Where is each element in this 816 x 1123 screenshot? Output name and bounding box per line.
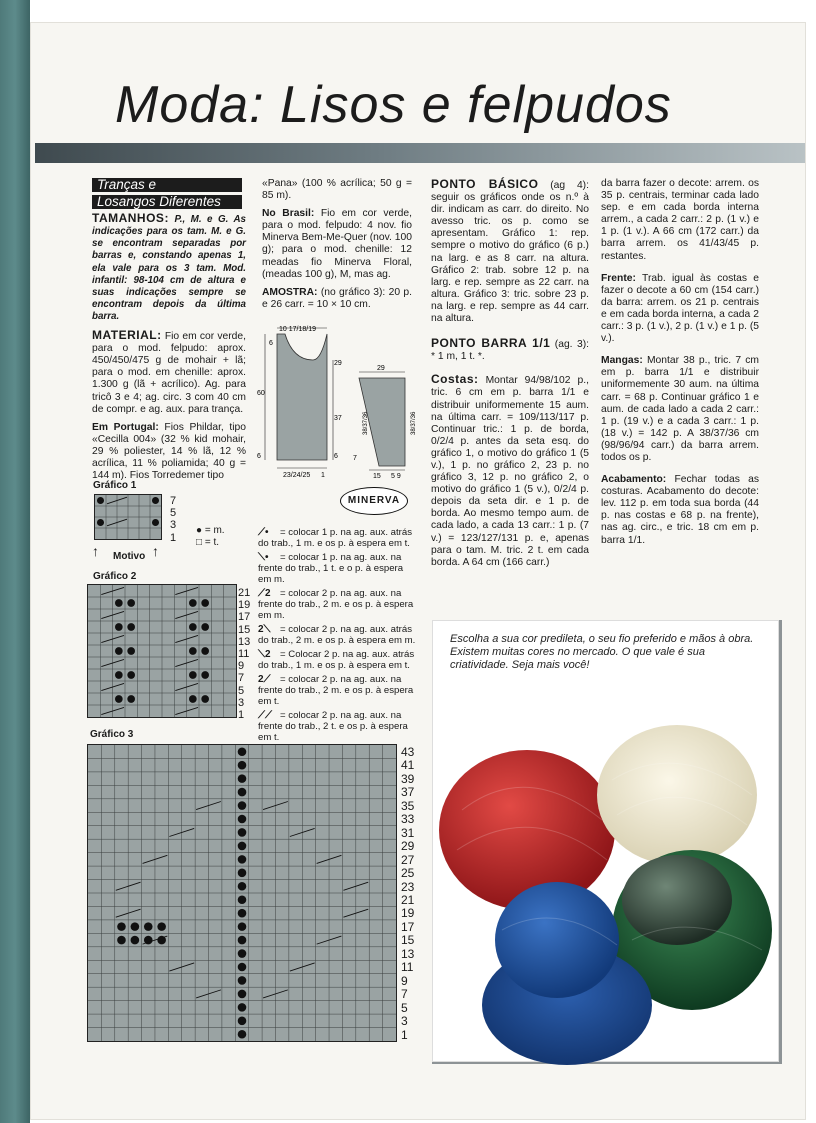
chart-row-number: 5 — [401, 1000, 408, 1015]
dim-sleeve-side-2: 38/37/36 — [411, 411, 417, 435]
tamanhos-paragraph — [92, 212, 246, 323]
purl-dot — [115, 671, 123, 679]
chart-row-number: 7 — [170, 495, 177, 507]
brasil-text: Fio em cor verde, para o mod. felpudo: 4 nov. fio Minerva Bem-Me-Quer (nov. 100 g); para o mod. chenille: 12 meadas fio Minerva Floral, (meadas 100 g), M, mas ag. — [262, 208, 412, 280]
purl-dot — [127, 695, 135, 703]
material-label: MATERIAL: — [92, 328, 162, 343]
dim-bottom-left: 6 — [257, 453, 261, 460]
chart-row-number: 7 — [401, 987, 408, 1002]
dim-side: 37 — [334, 415, 342, 422]
frente-text: Trab. igual às costas e fazer o decote a 60 cm (154 carr.) da barra: arrem. os 21 p. centrais e em cada borda interna, a cada 2 carr.: 3 p. (1 v.), 2 p. (1 v.) e 1 p. (5 v.). — [601, 272, 759, 345]
mangas-label: Mangas: — [601, 355, 643, 367]
column-3 — [431, 178, 589, 575]
purl-dot — [152, 497, 159, 504]
chart-row-number: 21 — [238, 587, 251, 599]
grafico-2-chart — [87, 584, 237, 718]
purl-dot — [238, 1017, 247, 1026]
purl-dot — [238, 1003, 247, 1012]
purl-dot — [115, 695, 123, 703]
purl-dot — [201, 695, 209, 703]
costas-paragraph — [431, 373, 589, 569]
stitch-legend — [258, 527, 418, 743]
legend-item-3-text: = colocar 2 p. na ag. aux. na frente do trab., 2 m. e os p. à espera em m. — [258, 588, 414, 621]
chart-row-number: 1 — [401, 1027, 408, 1042]
purl-dot — [157, 936, 166, 945]
amostra-paragraph — [262, 287, 412, 311]
frente-paragraph — [601, 273, 759, 346]
acabamento-label: Acabamento: — [601, 474, 667, 486]
chart-row-number: 5 — [238, 684, 245, 697]
key-t-text: = t. — [204, 537, 220, 548]
chart-row-number: 13 — [401, 946, 415, 961]
purl-dot — [238, 842, 247, 851]
purl-dot — [157, 922, 166, 931]
brasil-label: No Brasil: — [262, 208, 315, 220]
ponto-basico-paragraph — [431, 178, 589, 325]
chart-row-number: 43 — [401, 745, 415, 759]
chart-row-number: 1 — [238, 709, 245, 722]
purl-dot — [238, 761, 247, 770]
dim-left: 60 — [257, 390, 265, 397]
legend-item-4 — [258, 624, 418, 646]
amostra-label: AMOSTRA: — [262, 286, 318, 298]
ponto-barra-text: (ag. 3): * 1 m, 1 t. *. — [431, 339, 589, 363]
purl-dot — [238, 828, 247, 837]
purl-dot — [238, 922, 247, 931]
dim-sleeve-top: 29 — [377, 365, 385, 372]
purl-dot — [144, 922, 153, 931]
continuation-paragraph: da barra fazer o decote: arrem. os 35 p. centrais, terminar cada lado sep. e em cada borda interna arrem., a cada 2 carr.: 2 p. (1 v.) e 1 p. (1 v.). A 66 cm (172 carr.) da barra arrem. os 41/43/45 p. restantes. — [601, 178, 759, 262]
purl-dot — [115, 623, 123, 631]
pana-paragraph: «Pana» (100 % acrílica; 50 g = 85 m). — [262, 178, 412, 202]
key-t — [196, 537, 219, 548]
costas-text: Montar 94/98/102 p., tric. 6 cm em p. barra 1/1 e distribuir uniformemente 15 aum. na última carr. = 109/113/117 p. Continuar tric.: 1 p. de borda, 0/2/4 p. antes da seta esq. do gráfico 1, o motivo do gráfico 1 (5 v.), 1 p. no gráfico 2, 23 p. no gráfico 3, 12 p. no gráfico 2, o motivo do gráfico 1 (5 v.), 0/2/4 p. depois da seta dir. e 1 p. de borda. Ao mesmo tempo aum. de cada lado, a cada 13 carr.: 1 p. (7 v.) = 123/127/131 p. e, apenas para o tam. M. tric. 2 t. em cada borda. A 64 cm (166 carr.) — [431, 375, 589, 568]
purl-dot — [238, 882, 247, 891]
purl-dot — [201, 623, 209, 631]
title-underline-bar — [35, 143, 805, 163]
legend-item-2-text: = colocar 1 p. na ag. aux. na frente do trab., 1 t. e o p. à espera em m. — [258, 552, 404, 585]
grid-lines — [95, 495, 161, 539]
minerva-logo: MINERVA — [340, 487, 408, 515]
purl-dot — [238, 774, 247, 783]
grafico-3-label: Gráfico 3 — [90, 729, 134, 740]
legend-item-7-text: = colocar 2 p. na ag. aux. na frente do trab., 2 t. e os p. à espera em t. — [258, 710, 408, 743]
tamanhos-text: P., M. e G. As indicações para os tam. M. e G. se encontram separadas por barras e, constando apenas 1, ela vale para os 3 tam. Mod. infantil: 98-104 cm de altura e suas indicações sempre se encontram depois da última barra. — [92, 214, 247, 322]
key-m-text: = m. — [204, 525, 225, 536]
purl-dot — [201, 599, 209, 607]
mangas-paragraph — [601, 355, 759, 464]
dim-small: 1 — [321, 472, 325, 479]
chart-row-number: 21 — [401, 892, 415, 907]
purl-dot — [127, 599, 135, 607]
blue-yarn-ball — [495, 882, 619, 998]
chart-row-number: 29 — [401, 839, 415, 854]
portugal-paragraph — [92, 422, 246, 482]
chart-row-number: 33 — [401, 812, 415, 827]
purl-dot — [189, 647, 197, 655]
chart-row-number: 25 — [401, 866, 415, 881]
purl-dot — [238, 869, 247, 878]
column-1 — [92, 178, 246, 488]
dim-bottom-right: 6 — [334, 453, 338, 460]
chart-row-number: 23 — [401, 879, 415, 894]
brasil-paragraph — [262, 208, 412, 281]
chart-row-number: 39 — [401, 771, 415, 786]
dim-mid: 29 — [334, 360, 342, 367]
chart-row-number: 27 — [401, 852, 415, 867]
cable-symbol-icon: ⟋⟋ — [258, 710, 272, 721]
purl-dot — [189, 695, 197, 703]
dim-sleeve-bottom: 15 — [373, 473, 381, 480]
grafico-1-row-numbers — [170, 495, 176, 544]
purl-dot — [97, 519, 104, 526]
purl-dot — [238, 909, 247, 918]
chart-row-number: 13 — [238, 635, 251, 648]
chart-row-number: 19 — [238, 599, 251, 612]
grid-lines — [88, 585, 236, 717]
chart-row-number: 35 — [401, 798, 415, 813]
purl-dot — [238, 801, 247, 810]
purl-dot — [201, 671, 209, 679]
chart-row-number: 9 — [401, 973, 408, 988]
legend-item-6 — [258, 674, 418, 707]
body-piece-shape — [277, 334, 327, 460]
chart-row-number: 1 — [170, 531, 177, 544]
legend-item-3 — [258, 588, 418, 621]
section-title-line-1: Tranças e — [92, 178, 242, 192]
legend-item-1 — [258, 527, 418, 549]
grafico-1-chart — [94, 494, 162, 540]
ponto-basico-text: (ag 4): seguir os gráficos onde os n.º à dir. indicam as carr. do direito. No avesso tric. os p. como se apresentam. Gráfico 1: rep. sempre o motivo do gráfico (6 p.) na larg. e as 8 carr. na altura. Gráfico 2: trab. sobre 12 p. na larg. e rep. sempre as 22 carr. na altura. Gráfico 3: tric. sobre 23 p. na larg. e rep. sempre as 44 carr. na altura. — [431, 180, 589, 325]
purl-dot — [238, 976, 247, 985]
page-binding-edge — [0, 0, 30, 1123]
purl-dot — [238, 788, 247, 797]
purl-dot — [238, 855, 247, 864]
tamanhos-label: TAMANHOS: — [92, 211, 169, 226]
chart-row-number: 11 — [238, 648, 250, 661]
purl-dot — [127, 623, 135, 631]
purl-dot — [238, 990, 247, 999]
empty-square-icon: □ — [196, 537, 203, 548]
purl-dot — [117, 922, 126, 931]
grafico-3-chart — [87, 744, 397, 1042]
cable-symbol-icon: ⟋2 — [258, 588, 271, 599]
dim-top: 10 17/18/19 — [279, 326, 316, 333]
legend-item-5-text: = Colocar 2 p. na ag. aux. atrás do trab., 1 m. e os p. à espera em t. — [258, 649, 415, 671]
purl-dot — [238, 936, 247, 945]
dark-green-yarn-ball — [622, 855, 732, 945]
grid-lines — [88, 745, 396, 1041]
section-title-line-2: Losangos Diferentes — [92, 195, 242, 209]
cable-symbol-icon: ⟍2 — [258, 649, 271, 660]
material-paragraph — [92, 329, 246, 416]
column-2 — [262, 178, 412, 317]
purl-dot — [97, 497, 104, 504]
grafico-3-row-numbers — [401, 746, 414, 1042]
purl-dot — [117, 936, 126, 945]
ponto-barra-paragraph — [431, 337, 589, 363]
chart-row-number: 19 — [401, 906, 415, 921]
purl-dot — [152, 519, 159, 526]
chart-row-number: 17 — [238, 611, 251, 624]
legend-item-1-text: = colocar 1 p. na ag. aux. atrás do trab., 1 m. e os p. à espera em t. — [258, 527, 412, 549]
material-text: Fio em cor verde, para o mod. felpudo: aprox. 450/450/475 g de mohair + lã; para o mod. em chenille: aprox. 1.300 g (lã + acrílico). Ag. para tricô 3 e 4; ag. circ. 3 com 40 cm de compr. e ag. aux. para trança. — [92, 331, 246, 415]
grafico-2-row-numbers — [238, 587, 250, 721]
chart-row-number: 41 — [401, 758, 415, 773]
chart-row-number: 9 — [238, 660, 245, 673]
yarn-balls-photo — [432, 700, 777, 1070]
mangas-text: Montar 38 p., tric. 7 cm em p. barra 1/1 e distribuir uniformemente 30 aum. na última carr. = 68 p. Continuar gráfico 1 e aum. de cada lado a cada 2 carr.: 1 p. (19 v.) e a cada 3 carr.: 1 p. (18 v.) = 142 p. A 38/37/36 cm (98/96/94 carr.) da barra arrem. todos os p. — [601, 355, 759, 463]
purl-dot — [115, 647, 123, 655]
cable-symbol-icon: 2⟍ — [258, 624, 271, 635]
chart-row-number: 11 — [401, 960, 414, 975]
cream-yarn-ball — [597, 725, 757, 865]
cable-symbol-icon: 2⟋ — [258, 674, 271, 685]
chart-row-number: 3 — [401, 1014, 408, 1029]
purl-dot — [201, 647, 209, 655]
legend-item-6-text: = colocar 2 p. na ag. aux. na frente do trab., 2 m. e os p. à espera em t. — [258, 674, 414, 707]
chart-row-number: 15 — [401, 933, 415, 948]
column-4 — [601, 178, 759, 553]
dim-sleeve-side-1: 38/37/36 — [363, 411, 369, 435]
photo-caption: Escolha a sua cor predileta, o seu fio preferido e mãos à obra. Existem muitas cores no mercado. O que vale é sua criatividade. Seja mais você! — [450, 633, 754, 671]
grafico-2-label: Gráfico 2 — [93, 571, 137, 582]
purl-dot — [238, 815, 247, 824]
ponto-basico-label: PONTO BÁSICO — [431, 177, 539, 191]
acabamento-text: Fechar todas as costuras. Acabamento do decote: lev. 112 p. em toda sua borda (44 p. nas costas e 68 p. na frente), nas ag. circ., e tric. 18 cm em p. barra 1/1. — [601, 474, 759, 546]
chart-row-number: 37 — [401, 785, 415, 800]
legend-item-4-text: = colocar 2 p. na ag. aux. atrás do trab., 2 m. e os p. à espera em m. — [258, 624, 416, 646]
purl-dot — [238, 1030, 247, 1039]
purl-dot — [238, 963, 247, 972]
purl-dot — [127, 647, 135, 655]
portugal-label: Em Portugal: — [92, 421, 159, 433]
purl-dot — [131, 936, 140, 945]
acabamento-paragraph — [601, 474, 759, 547]
chart-row-number: 31 — [401, 825, 415, 840]
dim-neck: 6 — [269, 340, 273, 347]
legend-item-7 — [258, 710, 418, 743]
purl-dot — [189, 671, 197, 679]
legend-item-2 — [258, 552, 418, 585]
cable-symbol-icon: ⟍• — [258, 552, 269, 563]
motivo-label: Motivo — [113, 551, 146, 562]
purl-dot — [131, 922, 140, 931]
legend-item-5 — [258, 649, 418, 671]
dim-sleeve-left: 7 — [353, 455, 357, 462]
chart-row-number: 17 — [401, 919, 415, 934]
filled-dot-icon: ● — [196, 525, 203, 536]
chart-row-number: 15 — [238, 623, 251, 636]
grafico-1-label: Gráfico 1 — [93, 480, 137, 491]
costas-label: Costas: — [431, 372, 479, 387]
red-yarn-ball — [439, 750, 615, 910]
key-m — [196, 525, 225, 536]
chart-row-number: 3 — [238, 696, 245, 709]
dim-bottom: 23/24/25 — [283, 472, 311, 479]
portugal-text: Fios Phildar, tipo «Cecilla 004» (32 % kid mohair, 29 % poliester, 14 % lã, 12 % acrílica, 11 % poliamida; 40 g = 144 m). Fios Torredemer tipo — [92, 421, 246, 482]
chart-row-number: 7 — [238, 672, 245, 685]
ponto-barra-label: PONTO BARRA 1/1 — [431, 336, 551, 351]
page-title: Moda: Lisos e felpudos — [115, 76, 672, 134]
dim-sleeve-bottom-2: 5 9 — [391, 473, 401, 480]
purl-dot — [115, 599, 123, 607]
chart-row-number: 5 — [170, 507, 177, 520]
arrow-up-icon: ↑ — [152, 543, 159, 559]
purl-dot — [238, 895, 247, 904]
purl-dot — [238, 747, 247, 756]
frente-label: Frente: — [601, 272, 636, 284]
amostra-text: (no gráfico 3): 20 p. e 26 carr. = 10 × 10 cm. — [262, 286, 412, 310]
purl-dot — [189, 599, 197, 607]
cable-symbol-icon: ⟋• — [258, 527, 269, 538]
garment-schematic — [255, 320, 425, 480]
chart-row-number: 3 — [170, 519, 177, 532]
purl-dot — [238, 949, 247, 958]
arrow-up-icon: ↑ — [92, 543, 99, 559]
purl-dot — [189, 623, 197, 631]
purl-dot — [127, 671, 135, 679]
